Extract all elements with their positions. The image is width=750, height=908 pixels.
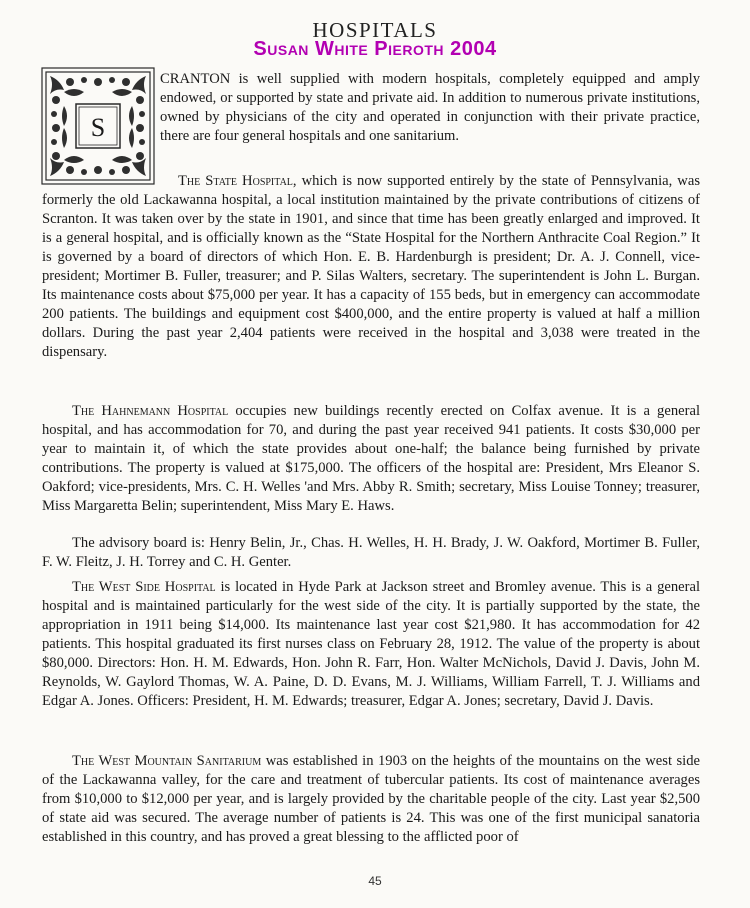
west-side-heading: The West Side Hospital	[72, 579, 216, 595]
mountain-heading: The West Mountain Sanitarium	[72, 753, 262, 769]
intro-text: CRANTON is well supplied with modern hospitals, completely equipped and amply endowed, or supported by state and private aid. In addition to numerous private institutions, owned by physicians of the city and operated in conjunction with their private practice, there are four general hospitals and one sanitarium.	[160, 71, 700, 144]
mountain-paragraph	[42, 752, 700, 847]
author-stamp: Susan White Pieroth 2004	[253, 38, 497, 60]
state-hospital-paragraph	[42, 172, 700, 362]
hahnemann-heading: The Hahnemann Hospital	[72, 403, 229, 419]
west-side-text: is located in Hyde Park at Jackson street and Bromley avenue. This is a general hospital and is maintained particularly for the west side of the city. It is partially supported by the state, the appropriation in 1911 being $14,000. Its maintenance last year cost $21,980. It has accommodation for 42 patients. This hospital graduated its first nurses class on February 28, 1912. The value of the property is about $80,000. Directors: Hon. H. M. Edwards, Hon. John R. Farr, Hon. Walter McNichols, David J. Davis, John M. Reynolds, W. Gaylord Thomas, W. A. Paine, D. D. Evans, M. J. Williams, William Farrell, T. J. Williams and Edgar A. Jones. Officers: President, H. M. Edwards; treasurer, Edgar A. Jones; secretary, David J. Davis.	[42, 579, 701, 709]
dropcap-letter: S	[90, 113, 106, 142]
page-title: HOSPITALS	[312, 18, 438, 42]
west-side-paragraph	[42, 578, 700, 711]
ornamental-dropcap-frame-icon	[40, 66, 156, 186]
hahnemann-text: occupies new buildings recently erected on Colfax avenue. It is a general hospital, and has accommodation for 70, and during the past year received 941 patients. It costs $30,000 per year to maintain it, of which the state provides about one-half; the balance being furnished by private contributions. The property is valued at $175,000. The officers of the hospital are: President, Mrs Eleanor S. Oakford; vice-presidents, Mrs. C. H. Welles 'and Mrs. Abby R. Smith; secretary, Miss Louise Tonney; treasurer, Miss Margaretta Belin; superintendent, Miss Mary E. Haws.	[42, 403, 700, 514]
hahnemann-paragraph	[42, 402, 700, 516]
state-hospital-heading: The State Hospital,	[178, 173, 297, 189]
mountain-text: was established in 1903 on the heights of the mountains on the west side of the Lackawanna valley, for the care and treatment of tubercular patients. Its cost of maintenance averages from $10,000 to $12,000 per year, and is largely provided by the charitable people of the city. Last year $2,500 of state aid was secured. The average number of patients is 24. This was one of the first municipal sanatoria established in this country, and has proved a great blessing to the afflicted poor of	[42, 753, 700, 845]
page-number: 45	[368, 874, 382, 888]
state-hospital-text: which is now supported entirely by the state of Pennsylvania, was formerly the old Lackawanna hospital, a local institution maintained by the private contributions of citizens of Scranton. It was taken over by the state in 1901, and since that time has been greatly enlarged and improved. It is a general hospital, and is officially known as the “State Hospital for the Northern Anthracite Coal Region.” It is governed by a board of directors of which Hon. E. B. Hardenburgh is president; Dr. A. J. Connell, vice-president; Mortimer B. Fuller, treasurer; and P. Silas Walters, secretary. The superintendent is John L. Burgan. Its maintenance costs about $75,000 per year. It has a capacity of 155 beds, but in emergency can accommodate 200 patients. The buildings and equipment cost $400,000, and the entire property is valued at half a million dollars. During the past year 2,404 patients were received in the hospital and 3,038 were treated in the dispensary.	[42, 173, 701, 360]
advisory-text: The advisory board is: Henry Belin, Jr., Chas. H. Welles, H. H. Brady, J. W. Oakford, Mortimer B. Fuller, F. W. Fleitz, J. H. Torrey and C. H. Genter.	[42, 535, 700, 570]
advisory-paragraph	[42, 534, 700, 572]
intro-paragraph	[160, 70, 700, 146]
